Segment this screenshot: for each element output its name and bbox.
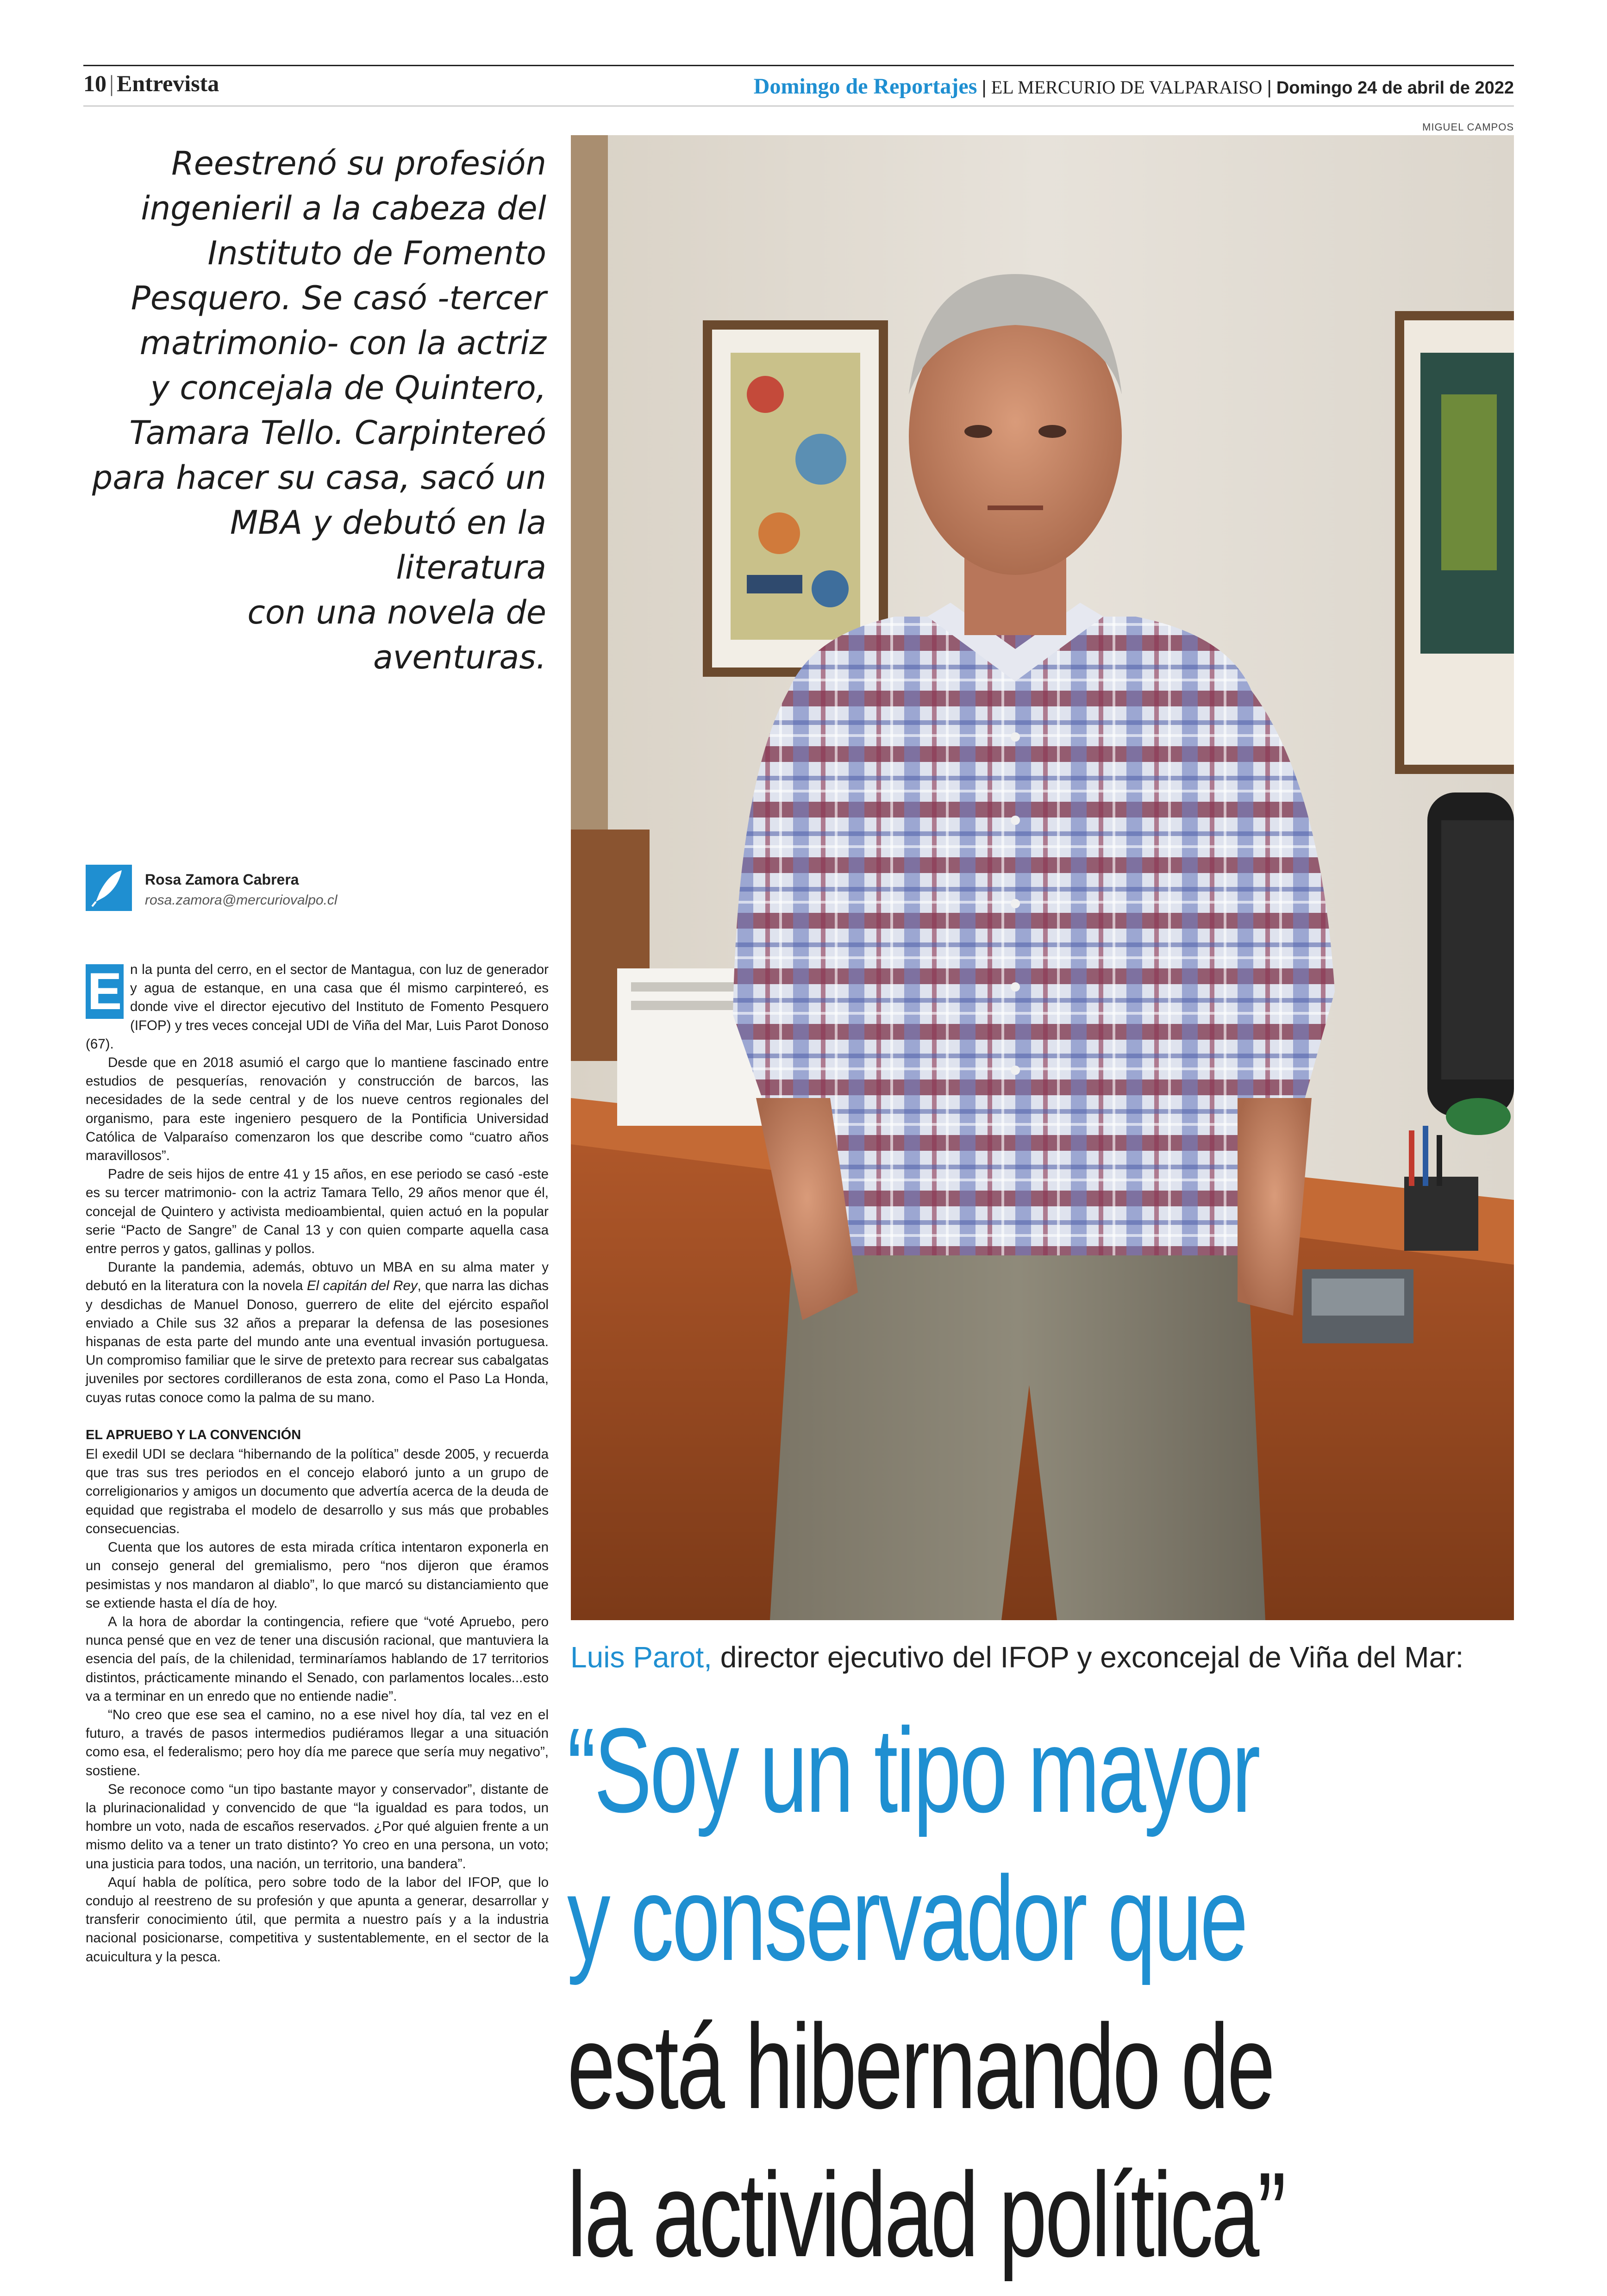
standfirst-line: con una novela de aventuras. [247, 593, 546, 676]
portrait-photo [571, 135, 1514, 1620]
book-title: El capitán del Rey [306, 1278, 418, 1294]
pen-icon [86, 865, 132, 911]
headline-line: “Soy un tipo mayor [567, 1703, 1259, 1838]
masthead-divider: | [1267, 77, 1272, 98]
interviewee-caption [570, 1639, 1515, 1676]
folio [83, 70, 219, 97]
page-number: 10 [83, 70, 106, 96]
paragraph: Aquí habla de política, pero sobre todo de la labor del IFOP, que lo condujo al reestreno de su profesión y que apunta a generar, desarrollar y transferir conocimiento útil, que permita a nuestro país y a la industria nacional posicionarse, competitiva y sustentablemente, en el sector de la acuicultura y la pesca. [86, 1874, 549, 1965]
masthead-divider: | [982, 77, 987, 98]
standfirst-line: para hacer su casa, sacó un [92, 459, 546, 497]
standfirst-line: y concejala de Quintero, [150, 369, 546, 407]
headline-line: y conservador que [567, 1852, 1246, 1986]
supplement-name: Domingo de Reportajes [753, 74, 977, 99]
paper-name: EL MERCURIO DE VALPARAISO [991, 77, 1263, 98]
issue-date: Domingo 24 de abril de 2022 [1276, 78, 1514, 98]
headline [567, 1697, 1521, 2289]
subheading: EL APRUEBO Y LA CONVENCIÓN [86, 1427, 301, 1442]
paragraph: E n la punta del cerro, en el sector de Mantagua, con luz de generador y agua de estanque, en una casa que él mismo carpintereó, es donde vive el director ejecutivo del Instituto de Fomento Pesquero (IFOP) y tres veces concejal UDI de Viña del Mar, Luis Parot Donoso (67). [86, 962, 549, 1052]
standfirst-line: MBA y debutó en la literatura [230, 504, 546, 586]
masthead-line [754, 74, 1514, 99]
interviewee-role: director ejecutivo del IFOP y exconcejal de Viña del Mar: [712, 1641, 1464, 1674]
paragraph: Durante la pandemia, además, obtuvo un MBA en su alma mater y debutó en la literatura con la novela El capitán del Rey, que narra las dichas y desdichas de Manuel Donoso, guerrero de elite del ejército español enviado a Chile sus 32 años a preparar la defensa de las posesiones hispanas de esta parte del mundo ante una eventual invasión portuguesa. Un compromiso familiar que le sirve de pretexto para recrear sus cabalgatas juveniles por sectores cordilleranos de esta zona, como el Paso La Honda, cuyas rutas conoce como la palma de su mano. [86, 1260, 549, 1405]
standfirst-line: matrimonio- con la actriz [139, 324, 546, 362]
headline-line: la actividad política” [567, 2148, 1285, 2282]
standfirst [83, 141, 546, 680]
section-name: Entrevista [117, 70, 219, 96]
photo-credit: MIGUEL CAMPOS [1422, 121, 1514, 133]
paragraph: Padre de seis hijos de entre 41 y 15 años, en ese periodo se casó -este es su tercer matrimonio- con la actriz Tamara Tello, 29 años menor que él, concejal de Quintero y activista medioambiental, quien actuó en la popular serie “Pacto de Sangre” de Canal 13 y con quien comparte aquella casa entre perros y gatos, gallinas y pollos. [86, 1167, 549, 1257]
standfirst-line: Tamara Tello. Carpintereó [129, 414, 546, 452]
article-body [86, 961, 549, 1966]
folio-divider: | [109, 70, 114, 96]
drop-cap: E [86, 964, 124, 1019]
paragraph: A la hora de abordar la contingencia, refiere que “voté Apruebo, pero nunca pensé que en vez de tener una discusión racional, que mantuviera la esencia del país, de la chilenidad, terminaríamos hablando de 17 territorios distintos, prácticamente minando el Senado, con parlamentos locales...esto va a terminar en un enredo que no entiende nadie”. [86, 1614, 549, 1704]
paragraph: Cuenta que los autores de esta mirada crítica intentaron exponerla en un consejo general del gremialismo, pero “nos dijeron que éramos pesimistas y nos mandaron al diablo”, lo que marcó su distanciamiento que se extiende hasta el día de hoy. [86, 1540, 549, 1611]
headline-line: está hibernando de [567, 2000, 1274, 2134]
interviewee-name: Luis Parot, [570, 1641, 712, 1674]
standfirst-line: Pesquero. Se casó -tercer [131, 279, 546, 317]
author-email[interactable]: rosa.zamora@mercuriovalpo.cl [145, 892, 338, 908]
standfirst-line: ingenieril a la cabeza del [141, 189, 546, 227]
author-name: Rosa Zamora Cabrera [145, 871, 299, 888]
standfirst-line: Reestrenó su profesión [171, 144, 546, 182]
page-header [83, 65, 1514, 103]
byline [86, 865, 549, 920]
paragraph: “No creo que ese sea el camino, no a ese nivel hoy día, tal vez en el futuro, a través de pasos intermedios pudiéramos llegar a una situación como esa, el federalismo; pero hoy día me parece que sería muy negativo”, sostiene. [86, 1707, 549, 1778]
paragraph: Se reconoce como “un tipo bastante mayor y conservador”, distante de la plurinacionalidad y convencido de que “la igualdad es para todos, un hombre un voto, nada de escaños reservados. ¿Por qué alguien frente a un mismo delito va a tener un trato distinto? Yo creo en una persona, un voto; una justicia para todos, una nación, un territorio, una bandera”. [86, 1781, 549, 1872]
paragraph: Desde que en 2018 asumió el cargo que lo mantiene fascinado entre estudios de pesquerías, renovación y construcción de barcos, las necesidades de la sede central y de los nueve centros regionales del organismo, para este ingeniero pesquero de la Pontificia Universidad Católica de Valparaíso comenzaron los que describe como “cuatro años maravillosos”. [86, 1055, 549, 1164]
paragraph: El exedil UDI se declara “hibernando de la política” desde 2005, y recuerda que tras sus tres periodos en el concejo elaboró junto a un grupo de correligionarios y amigos un documento que advertía acerca de la deuda de equidad que registraba el modelo de desarrollo y sus más que probables consecuencias. [86, 1447, 549, 1536]
standfirst-line: Instituto de Fomento [207, 234, 546, 272]
